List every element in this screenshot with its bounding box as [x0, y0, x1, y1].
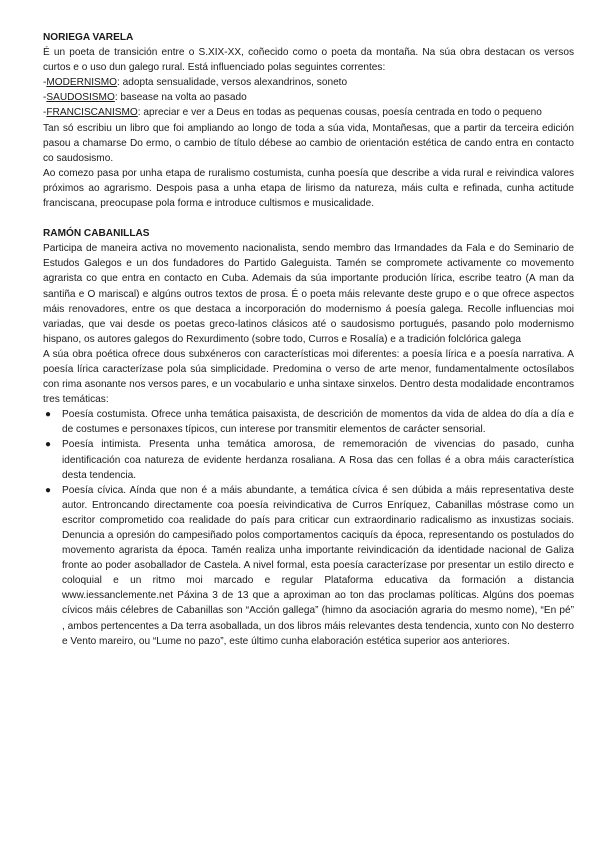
document-page: [43, 30, 574, 649]
themes-list: [43, 407, 574, 649]
section-heading-ramon-cabanillas: RAMÓN CABANILLAS: [43, 228, 150, 240]
bullet-icon: ●: [45, 484, 52, 496]
current-term-modernismo: MODERNISMO: [46, 77, 118, 89]
noriega-intro-paragraph: É un poeta de transición entre o S.XIX-XX, coñecido como o poeta da montaña. Na súa obra destacan os versos curtos e o uso dun galego rural. Está influenciado polas seguintes correntes:: [43, 47, 574, 74]
section-spacer: [43, 211, 574, 226]
current-term-franciscanismo: FRANCISCANISMO: [46, 107, 138, 119]
etapas-paragraph: Ao comezo pasa por unha etapa de ruralismo costumista, cunha poesía que describe a vida rural e reivindica valores próximos ao agrarismo. Despois pasa a unha etapa de lirismo da natureza, máis culta e refinada, cunha actitude franciscana, preocupase pola forma e introduce cultismos e musicalidade.: [43, 167, 574, 210]
list-item-poesia-intimista: [43, 437, 574, 482]
current-desc-saudosismo: : basease na volta ao pasado: [114, 92, 247, 104]
montanesas-paragraph: Tan só escribiu un libro que foi ampliando ao longo de toda a súa vida, Montañesas, que a partir da terceira edición pasou a chamarse Do ermo, o cambio de título débese ao cambio de orientación estética de cando entra en contacto co saudosismo.: [43, 122, 574, 164]
cabanillas-obra-paragraph: A súa obra poética ofrece dous subxéneros con características moi diferentes: a poesía lírica e a poesía narrativa. A poesía lírica caracterízase pola súa simplicidade. Predomina o verso de arte menor, fundamentalmente octosílabos con rima asonante nos versos pares, e un vocabulario e unha sintaxe sinxelos. Dentro desta modalidade encontramos tres temáticas:: [43, 348, 574, 406]
current-prefix: -: [43, 107, 47, 119]
theme-text: Poesía cívica. Aínda que non é a máis abundante, a temática cívica é sen dúbida a máis representativa deste autor. Entroncando directamente coa poesía reivindicativa de Curros Enríquez, Cabanillas móstrase como un escritor comprometido coa realidade do país para criticar cun extraordinario radicalismo as inxustizas sociais. Denuncia a opresión do campesiñado polos comportamentos caciquís da época, representando os postulados do movemento agrarista da época. Tamén realiza unha importante reivindicación da identidade nacional de Galiza fronte ao poder asoballador de Castela. A nivel formal, esta poesía caracterízase por presentar un estilo directo e coloquial e un ritmo moi marcado e regular Plataforma educativa da formación a distancia www.iessanclemente.net Páxina 3 de 13 que a aproximan ao ton das proclamas políticas. Algúns dos poemas cívicos máis célebres de Cabanillas son “Acción gallega” (himno da asociación agraria do mesmo nome), “En pé” , ambos pertencentes a Da terra asoballada, un dos libros máis relevantes desta tendencia, xunto con No desterro e Vento mareiro, ou “Lume no pazo”, este último cunha elaboración estética superior aos anteriores.: [62, 484, 574, 647]
bullet-icon: ●: [45, 439, 52, 451]
current-saudosismo: [43, 90, 574, 105]
bullet-icon: ●: [45, 409, 52, 421]
theme-text: Poesía intimista. Presenta unha temática amorosa, de rememoración de vivencias do pasado, cunha identificación coa natureza de evidente herdanza rosaliana. A Rosa das cen follas é a obra máis característica desta tendencia.: [62, 439, 574, 481]
current-prefix: -: [43, 77, 47, 89]
current-desc-modernismo: : adopta sensualidade, versos alexandrinos, soneto: [117, 77, 348, 89]
cabanillas-intro-paragraph: Participa de maneira activa no movemento nacionalista, sendo membro das Irmandades da Fala e do Seminario de Estudos Galegos e un dos fundadores do Partido Galeguista. Tamén se compromete activamente co movemento agrarista co que entra en contacto en Cuba. Ademais da súa importante produción lírica, escribe teatro (A man da santiña e O mariscal) e algúns outros textos de prosa. É o poeta máis relevante deste grupo e o que ofrece aspectos máis renovadores, entre os que destaca a incorporación do modernismo á poesía galega. Recolle influencias moi variadas, que vai desde os poetas greco-latinos clásicos até o saudosismo portugués, pasando polo modernismo hispano, os autores galegos do Rexurdimento (sobre todo, Curros e Rosalía) e a tradición folclórica galega: [43, 243, 574, 345]
current-term-saudosismo: SAUDOSISMO: [46, 92, 115, 104]
list-item-poesia-civica: [43, 483, 574, 649]
theme-text: Poesía costumista. Ofrece unha temática paisaxista, de descrición de momentos da vida de aldea do día a día e de costumes e personaxes típicos, cun interese por transmitir elementos de carácter sensorial.: [62, 409, 574, 436]
current-modernismo: [43, 75, 574, 90]
current-desc-franciscanismo: : apreciar e ver a Deus en todas as pequenas cousas, poesía centrada en todo o pequeno: [137, 107, 542, 119]
current-franciscanismo: [43, 105, 574, 120]
list-item-poesia-costumista: [43, 407, 574, 437]
section-heading-noriega-varela: NORIEGA VARELA: [43, 32, 134, 43]
current-prefix: -: [43, 92, 47, 104]
